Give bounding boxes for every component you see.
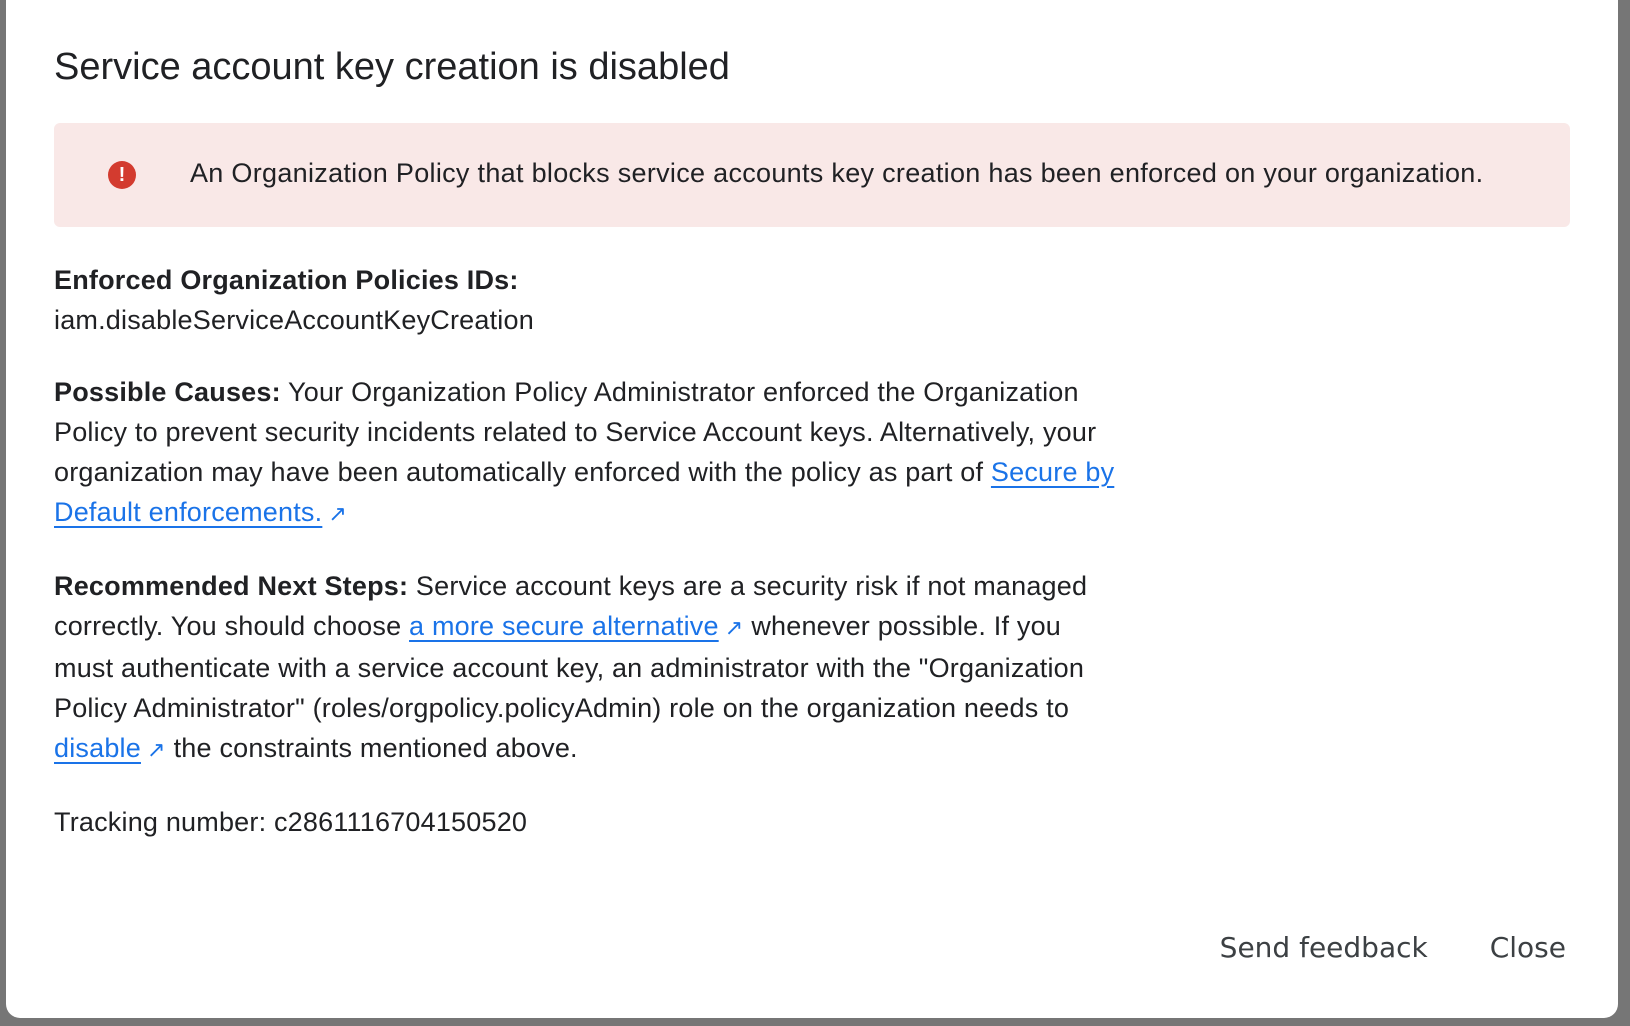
causes-label: Possible Causes: (54, 377, 281, 407)
next-steps-label: Recommended Next Steps: (54, 571, 409, 601)
dialog-title: Service account key creation is disabled (54, 46, 730, 88)
send-feedback-button[interactable]: Send feedback (1219, 931, 1428, 964)
external-link-icon: ↗ (724, 615, 744, 640)
next-steps-text: whenever possible. If you must authenticate with a service account key, an administrator with the "Organization Policy Administrator" (roles/orgpolicy.policyAdmin) role on the organization needs to (54, 611, 1085, 723)
close-button[interactable]: Close (1489, 931, 1566, 964)
dialog-body (54, 260, 1124, 874)
secure-by-default-link[interactable]: Secure by Default enforcements. (54, 457, 1115, 527)
next-steps (54, 566, 1124, 770)
error-dialog (6, 0, 1618, 1018)
enforced-value: iam.disableServiceAccountKeyCreation (54, 305, 534, 335)
secure-alternative-link[interactable]: a more secure alternative (409, 611, 719, 641)
next-steps-text: Service account keys are a security risk if not managed correctly. You should choose (54, 571, 1088, 641)
error-icon: ! (108, 161, 136, 189)
enforced-label: Enforced Organization Policies IDs: (54, 265, 519, 295)
external-link-icon: ↗ (146, 737, 166, 762)
error-banner (54, 123, 1570, 227)
enforced-policies (54, 260, 1124, 340)
dialog-actions (1220, 931, 1566, 964)
tracking-number: Tracking number: c2861116704150520 (54, 807, 528, 837)
next-steps-text: the constraints mentioned above. (173, 733, 578, 763)
external-link-icon: ↗ (328, 501, 347, 526)
disable-link[interactable]: disable (54, 733, 141, 763)
banner-message: An Organization Policy that blocks service accounts key creation has been enforced on your organization. (190, 158, 1484, 188)
possible-causes (54, 372, 1124, 534)
causes-text: Your Organization Policy Administrator enforced the Organization Policy to prevent security incidents related to Service Account keys. Alternatively, your organization may have been automatically enforced with the policy as part of (54, 377, 1097, 487)
